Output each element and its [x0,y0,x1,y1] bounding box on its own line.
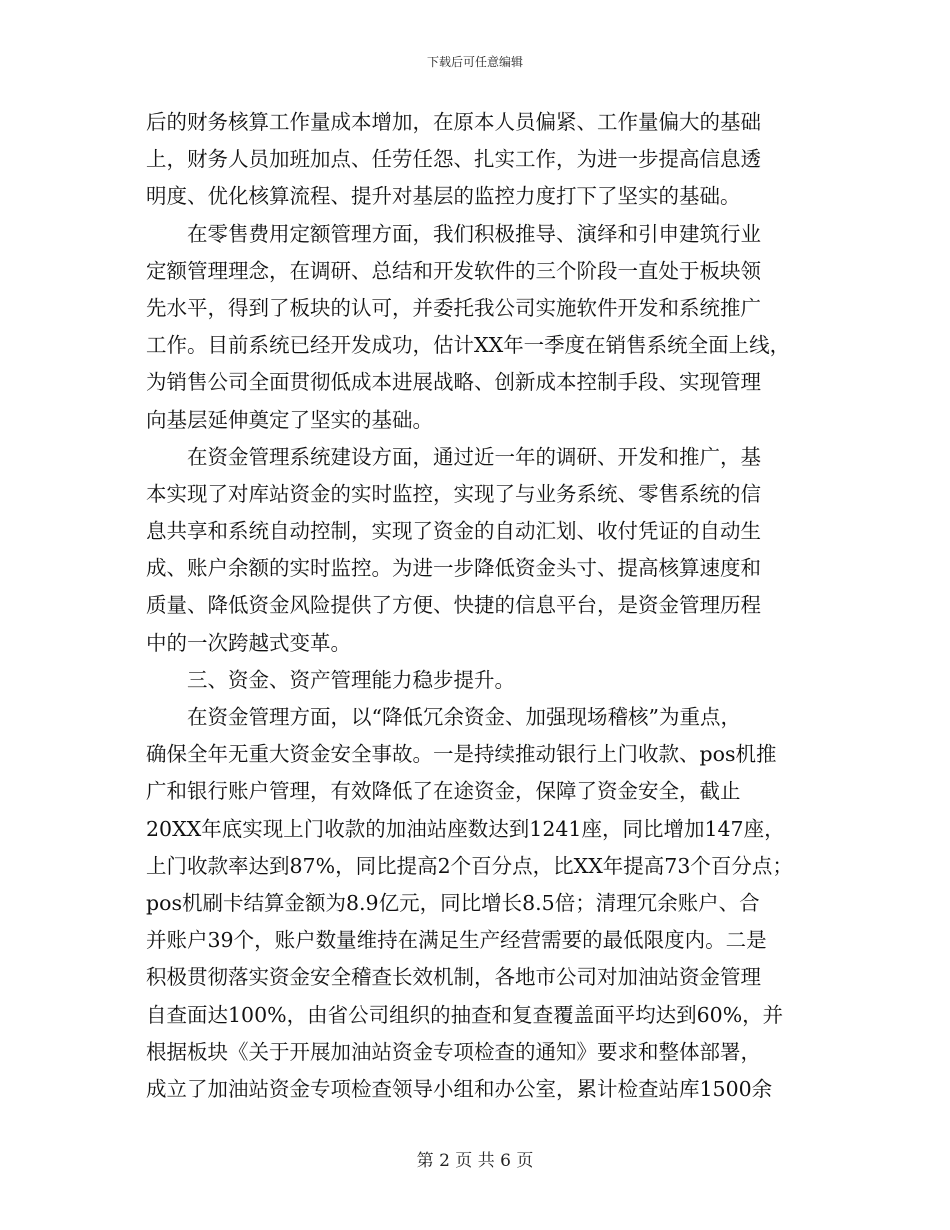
text-line: 三、资金、资产管理能力稳步提升。 [187,667,515,692]
text-line: 上门收款率达到87%，同比提高2个百分点，比XX年提高73个百分点； [146,853,793,878]
page-header: 下载后可任意编辑 [426,55,523,69]
text-line: 向基层延伸奠定了坚实的基础。 [146,407,433,432]
paragraph [146,104,816,216]
text-line: 工作。目前系统已经开发成功，估计XX年一季度在销售系统全面上线， [146,333,791,358]
text-line: 后的财务核算工作量成本增加，在原本人员偏紧、工作量偏大的基础 [146,110,761,134]
text-line: 在零售费用定额管理方面，我们积极推导、演绎和引申建筑行业 [187,221,761,246]
text-line: 成立了加油站资金专项检查领导小组和办公室，累计检查站库1500余 [146,1076,773,1101]
text-line: 先水平，得到了板块的认可，并委托我公司实施软件开发和系统推广 [146,295,761,320]
text-line: 广和银行账户管理，有效降低了在途资金，保障了资金安全，截止 [146,779,741,804]
text-line: 根据板块《关于开展加油站资金专项检查的通知》要求和整体部署， [146,1039,761,1064]
document-body [146,104,816,1108]
text-line: 在资金管理系统建设方面，通过近一年的调研、开发和推广，基 [187,444,761,469]
text-line: 中的一次跨越式变革。 [146,630,351,655]
text-line: 并账户39个，账户数量维持在满足生产经营需要的最低限度内。二是 [146,928,767,953]
text-line: 定额管理理念，在调研、总结和开发软件的三个阶段一直处于板块领 [146,258,761,283]
text-line: 息共享和系统自动控制，实现了资金的自动汇划、收付凭证的自动生 [146,519,761,544]
text-line: 自查面达100%，由省公司组织的抽查和复查覆盖面平均达到60%，并 [146,1002,784,1027]
paragraph [146,439,816,662]
paragraph [146,216,816,439]
text-line: 积极贯彻落实资金安全稽查长效机制，各地市公司对加油站资金管理 [146,965,761,990]
text-line: pos机刷卡结算金额为8.9亿元，同比增长8.5倍；清理冗余账户、合 [146,890,760,915]
text-line: 上，财务人员加班加点、任劳任怨、扎实工作，为进一步提高信息透 [146,147,761,172]
text-line: 确保全年无重大资金安全事故。一是持续推动银行上门收款、pos机推 [146,742,777,767]
text-line: 为销售公司全面贯彻低成本进展战略、创新成本控制手段、实现管理 [146,370,761,395]
section-heading [146,662,816,699]
text-line: 在资金管理方面，以“降低冗余资金、加强现场稽核”为重点， [187,705,741,729]
text-line: 20XX年底实现上门收款的加油站座数达到1241座，同比增加147座， [146,816,785,841]
page-footer: 第 2 页 共 6 页 [416,1151,534,1171]
text-line: 质量、降低资金风险提供了方便、快捷的信息平台，是资金管理历程 [146,593,761,618]
paragraph [146,699,816,1108]
text-line: 明度、优化核算流程、提升对基层的监控力度打下了坚实的基础。 [146,184,741,209]
text-line: 本实现了对库站资金的实时监控，实现了与业务系统、零售系统的信 [146,481,761,506]
text-line: 成、账户余额的实时监控。为进一步降低资金头寸、提高核算速度和 [146,556,761,581]
